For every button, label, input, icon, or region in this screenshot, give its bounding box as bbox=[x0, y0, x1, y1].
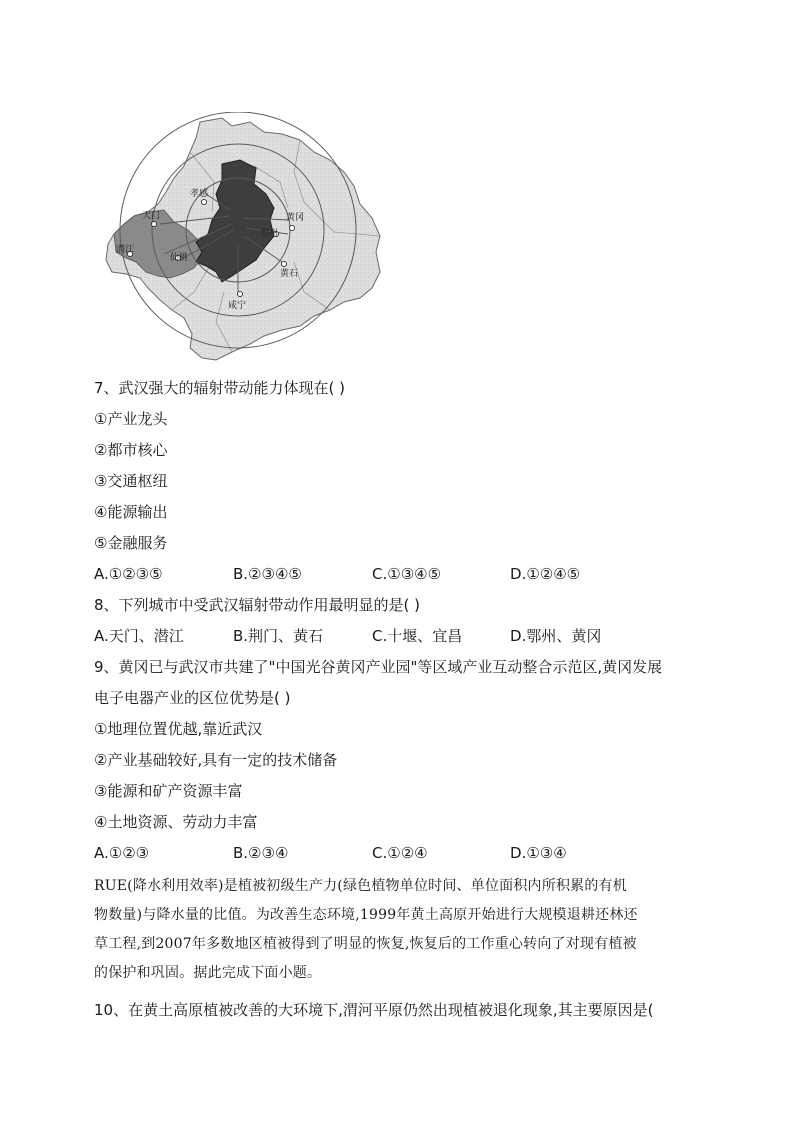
passage bbox=[94, 872, 706, 988]
q7-item: ⑤金融服务 bbox=[94, 534, 168, 552]
wuhan-region-map bbox=[104, 112, 386, 368]
label-huangshi: 黄石 bbox=[280, 269, 299, 279]
passage-line: 的保护和巩固。据此完成下面小题。 bbox=[94, 965, 322, 981]
passage-line: 草工程,到2007年多数地区植被得到了明显的恢复,恢复后的工作重心转向了对现有植被 bbox=[94, 936, 637, 952]
label-huanggang: 黄冈 bbox=[286, 213, 305, 223]
q8-option-c[interactable]: C.十堰、宜昌 bbox=[372, 627, 463, 645]
passage-line: 物数量)与降水量的比值。为改善生态环境,1999年黄土高原开始进行大规模退耕还林还 bbox=[94, 907, 638, 923]
passage-line: RUE(降水利用效率)是植被初级生产力(绿色植物单位时间、单位面积内所积累的有机 bbox=[94, 878, 627, 894]
huangshi-marker bbox=[281, 261, 286, 266]
q8-option-b[interactable]: B.荆门、黄石 bbox=[233, 627, 324, 645]
huanggang-marker bbox=[289, 225, 294, 230]
q7-option-b[interactable]: B.②③④⑤ bbox=[233, 565, 302, 583]
q7-option-d[interactable]: D.①②④⑤ bbox=[510, 565, 581, 583]
q10-stem: 10、在黄土高原植被改善的大环境下,渭河平原仍然出现植被退化现象,其主要原因是( bbox=[94, 1001, 654, 1019]
q7-item: ①产业龙头 bbox=[94, 410, 168, 428]
q9-option-b[interactable]: B.②③④ bbox=[233, 844, 289, 862]
label-qianjiang: 潜江 bbox=[116, 245, 135, 255]
q9-stem-line2: 电子电器产业的区位优势是( ) bbox=[94, 689, 291, 707]
xianning-marker bbox=[237, 291, 242, 296]
q9-item: ③能源和矿产资源丰富 bbox=[94, 782, 243, 800]
q7-item: ②都市核心 bbox=[94, 441, 168, 459]
q7-item: ③交通枢纽 bbox=[94, 472, 168, 490]
q9-item: ①地理位置优越,靠近武汉 bbox=[94, 720, 263, 738]
q8-stem: 8、下列城市中受武汉辐射带动作用最明显的是( ) bbox=[94, 596, 421, 614]
xiaogan-marker bbox=[201, 199, 206, 204]
q7-option-a[interactable]: A.①②③⑤ bbox=[94, 565, 163, 583]
label-xianning: 咸宁 bbox=[228, 301, 247, 311]
q9-item: ②产业基础较好,具有一定的技术储备 bbox=[94, 751, 338, 769]
label-tianmen: 天门 bbox=[142, 211, 161, 221]
label-ezhou: 鄂州 bbox=[260, 229, 279, 239]
q9-option-a[interactable]: A.①②③ bbox=[94, 844, 150, 862]
q7-stem: 7、武汉强大的辐射带动能力体现在( ) bbox=[94, 379, 346, 397]
q8-option-a[interactable]: A.天门、潜江 bbox=[94, 627, 184, 645]
tianmen-marker bbox=[151, 221, 156, 226]
q9-option-c[interactable]: C.①②④ bbox=[372, 844, 428, 862]
q9-option-d[interactable]: D.①③④ bbox=[510, 844, 567, 862]
q9-stem-line1: 9、黄冈已与武汉市共建了"中国光谷黄冈产业园"等区域产业互动整合示范区,黄冈发展 bbox=[94, 658, 663, 676]
q8-option-d[interactable]: D.鄂州、黄冈 bbox=[510, 627, 602, 645]
q9-item: ④土地资源、劳动力丰富 bbox=[94, 813, 258, 831]
q7-option-c[interactable]: C.①③④⑤ bbox=[372, 565, 442, 583]
q7-item: ④能源输出 bbox=[94, 503, 168, 521]
map-svg bbox=[104, 112, 386, 368]
label-xiantao: 仙桃 bbox=[170, 253, 189, 263]
label-xiaogan: 孝感 bbox=[190, 189, 209, 199]
